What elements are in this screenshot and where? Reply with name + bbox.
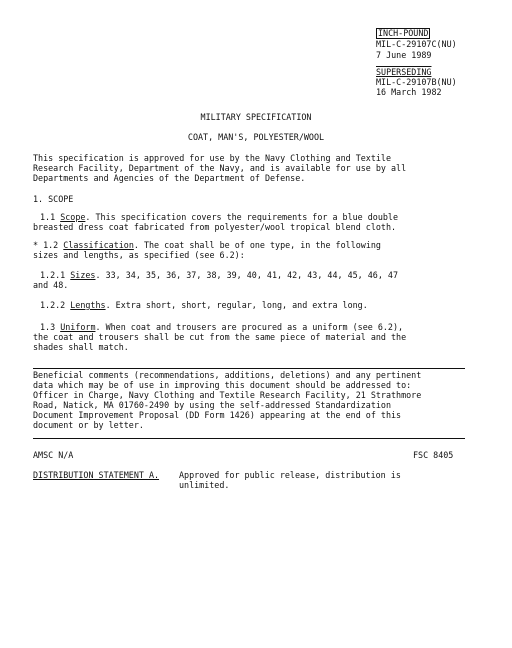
specification-title: MILITARY SPECIFICATION bbox=[200, 112, 312, 122]
change-mark: * bbox=[33, 240, 39, 250]
beneficial-line-6: document or by letter. bbox=[33, 420, 144, 430]
section-1-2-1-line-2: and 48. bbox=[33, 280, 69, 290]
section-1-3-line-3: shades shall match. bbox=[33, 342, 129, 352]
item-title: COAT, MAN'S, POLYESTER/WOOL bbox=[187, 132, 325, 142]
section-1-3-title: Uniform bbox=[60, 322, 96, 332]
document-date: 7 June 1989 bbox=[376, 50, 432, 60]
section-1-1-number: 1.1 bbox=[40, 212, 56, 222]
section-1-2-2-title: Lengths bbox=[70, 300, 106, 310]
beneficial-line-5: Document Improvement Proposal (DD Form 1426) appearing at the end of this bbox=[33, 410, 402, 420]
distribution-text-line-2: unlimited. bbox=[179, 480, 230, 490]
intro-line-2: Research Facility, Department of the Navy, and is available for use by all bbox=[33, 163, 407, 173]
fsc-label: FSC 8405 bbox=[413, 450, 454, 460]
section-1-2-2-number: 1.2.2 bbox=[40, 300, 66, 310]
beneficial-line-1: Beneficial comments (recommendations, additions, deletions) and any pertinent bbox=[33, 370, 422, 380]
footer-rule bbox=[33, 438, 465, 439]
section-1-2-2-text: . Extra short, short, regular, long, and extra long. bbox=[105, 300, 368, 310]
intro-line-3: Departments and Agencies of the Department of Defense. bbox=[33, 173, 306, 183]
distribution-statement bbox=[33, 470, 159, 480]
section-1-3-text: . When coat and trousers are procured as a uniform (see 6.2), bbox=[95, 322, 404, 332]
superseded-number: MIL-C-29107B(NU) bbox=[376, 77, 457, 87]
section-1-2-2-line-1 bbox=[40, 300, 368, 310]
distribution-label: DISTRIBUTION STATEMENT A. bbox=[33, 470, 160, 480]
section-1-3-number: 1.3 bbox=[40, 322, 56, 332]
section-1-2-text: . The coat shall be of one type, in the following bbox=[133, 240, 381, 250]
document-header bbox=[376, 28, 457, 97]
scope-heading: 1. SCOPE bbox=[33, 194, 74, 204]
beneficial-line-3: Officer in Charge, Navy Clothing and Textile Research Facility, 21 Strathmore bbox=[33, 390, 422, 400]
superseding-label: SUPERSEDING bbox=[376, 67, 432, 77]
section-1-2-line-1 bbox=[33, 240, 381, 250]
section-1-2-1-text: . 33, 34, 35, 36, 37, 38, 39, 40, 41, 42, 43, 44, 45, 46, 47 bbox=[95, 270, 399, 280]
section-1-2-number: 1.2 bbox=[43, 240, 59, 250]
section-1-2-1-line-1 bbox=[40, 270, 398, 280]
distribution-text-line-1: Approved for public release, distribution is bbox=[179, 470, 401, 480]
section-1-3-line-1 bbox=[40, 322, 403, 332]
section-1-2-line-2: sizes and lengths, as specified (see 6.2): bbox=[33, 250, 245, 260]
section-1-1-line-1 bbox=[40, 212, 398, 222]
beneficial-line-2: data which may be of use in improving this document should be addressed to: bbox=[33, 380, 412, 390]
amsc-label: AMSC N/A bbox=[33, 450, 74, 460]
beneficial-line-4: Road, Natick, MA 01760-2490 by using the self-addressed Standardization bbox=[33, 400, 391, 410]
superseded-date: 16 March 1982 bbox=[376, 87, 442, 97]
section-1-2-1-title: Sizes bbox=[70, 270, 96, 280]
beneficial-top-rule bbox=[33, 368, 465, 369]
section-1-1-line-2: breasted dress coat fabricated from polyester/wool tropical blend cloth. bbox=[33, 222, 397, 232]
document-number: MIL-C-29107C(NU) bbox=[376, 39, 457, 49]
section-1-1-text: . This specification covers the requirements for a blue double bbox=[85, 212, 399, 222]
section-1-1-title: Scope bbox=[60, 212, 86, 222]
inch-pound-label: INCH-POUND bbox=[378, 28, 429, 38]
section-1-2-1-number: 1.2.1 bbox=[40, 270, 66, 280]
section-1-3-line-2: the coat and trousers shall be cut from the same piece of material and the bbox=[33, 332, 407, 342]
section-1-2-title: Classification bbox=[63, 240, 134, 250]
intro-line-1: This specification is approved for use by the Navy Clothing and Textile bbox=[33, 153, 391, 163]
